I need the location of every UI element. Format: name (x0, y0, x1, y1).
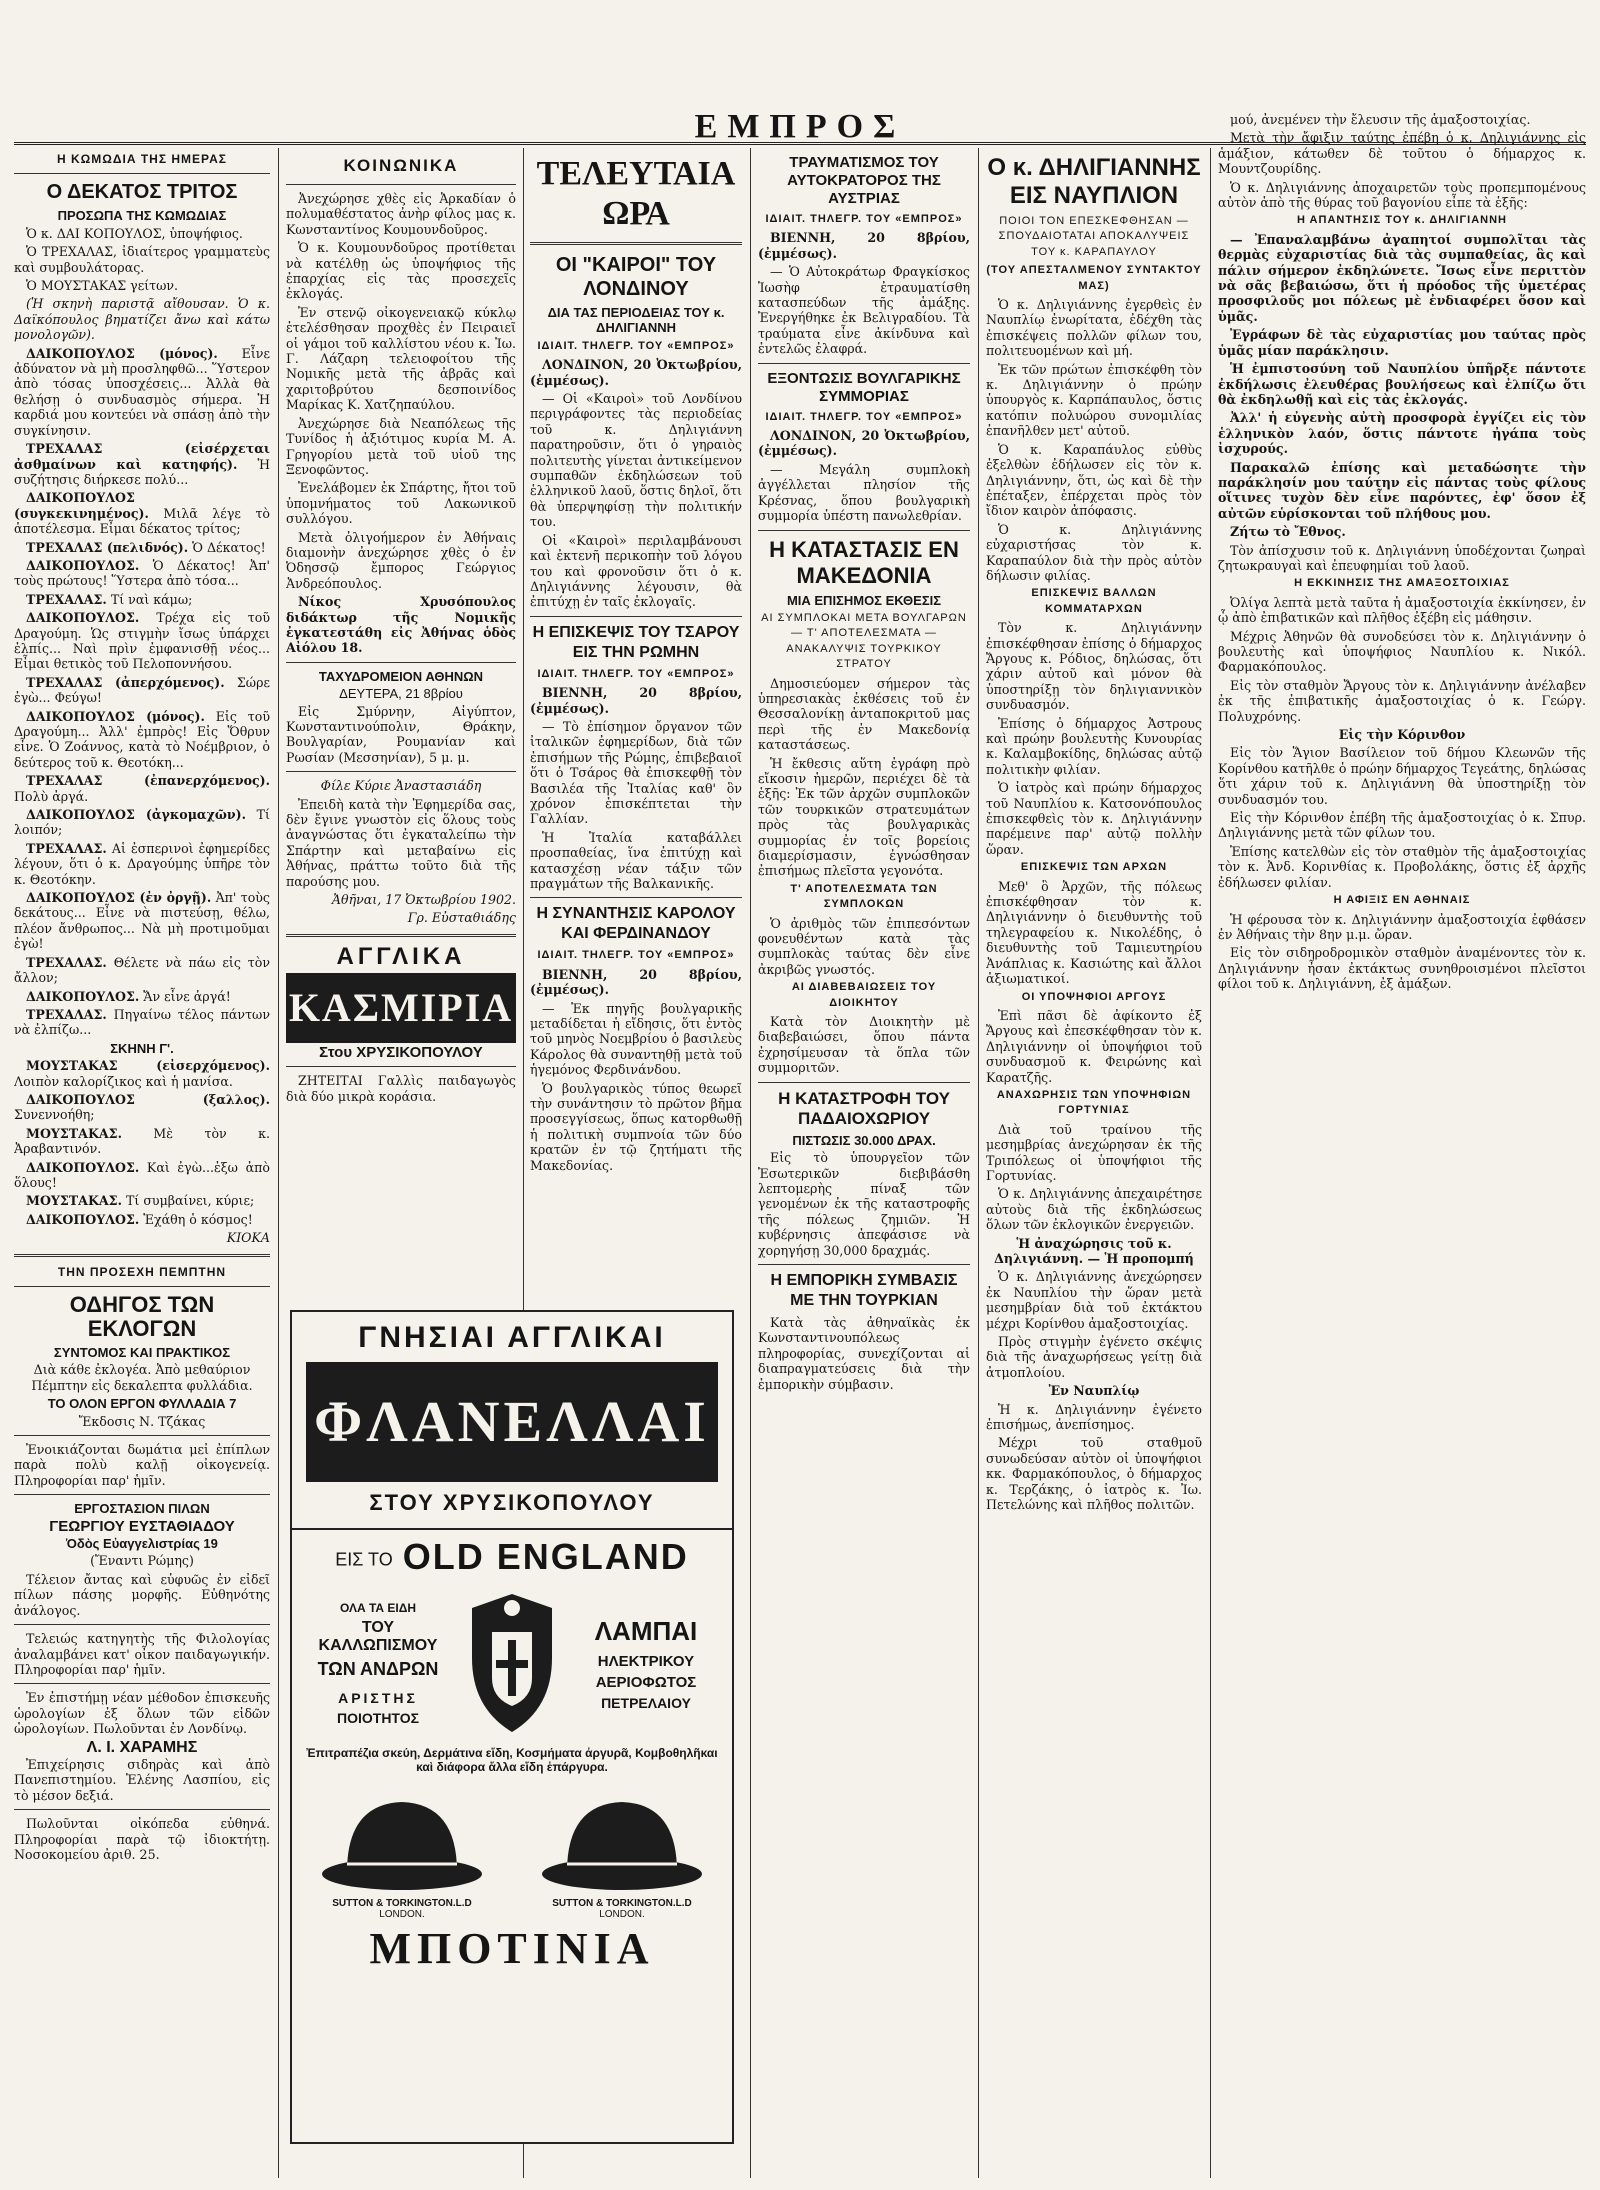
governor-subhead: ΑΙ ΔΙΑΒΕΒΑΙΩΣΕΙΣ ΤΟΥ ΔΙΟΙΚΗΤΟΥ (791, 981, 937, 1009)
social-para: Νίκος Χρυσόπουλος διδάκτωρ τῆς Νομικῆς ἐγκατεστάθη εἰς Ἀθήνας ὁδὸς Αἰόλου 18. (286, 594, 516, 656)
article-para: Ὁ κ. Δηλιγιάννης ἀνεχώρησεν ἐκ Ναυπλίου τὴν ὥραν μετὰ μεσημβρίαν διὰ τοῦ ἐκτάκτου μέχρι Κορίνθου ἀμαξοστοιχίας. (986, 1269, 1202, 1331)
article-para: Ὁ κ. Καραπάυλος εὐθὺς ἐξελθὼν ἐδήλωσεν εἰς τὸν κ. Δηλιγιάννην, ὅτι, ὡς καὶ δὲ τὴν ἐπέταξεν, ἐπέρχεται πρὸς τὸν ἴδιον καιρὸν ἀπόφασις. (986, 441, 1202, 519)
subhead: Ἡ ἀναχώρησις τοῦ κ. Δηλιγιάννη. — Ἡ προπομπή (994, 1235, 1194, 1266)
dialogue-line: ΔΑΙΚΟΠΟΥΛΟΣ. Ὁ Δέκατος! Ἀπ' τοὺς πρώτους! Ὕστερα ἀπὸ τόσα... (14, 557, 270, 589)
subhead: Η ΕΚΚΙΝΗΣΙΣ ΤΗΣ ΑΜΑΞΟΣΤΟΙΧΙΑΣ (1294, 577, 1510, 590)
article-para: Ὁ ἰατρὸς καὶ πρώην δήμαρχος τοῦ Ναυπλίου κ. Κατσονόπουλος ἐπισκεφθεὶς τὸν κ. Δηλιγιάννην παρέμεινε παρ' αὐτῷ πολλὴν ὥραν. (986, 780, 1202, 857)
dialogue-line: ΔΑΙΚΟΠΟΥΛΟΣ. Τρέχα εἰς τοῦ Δραγούμη. Ὡς στιγμὴν ἴσως ὑπάρχει ἐλπίς... Ναὶ πρὶν ἐμφανισθῇ νέος... Εἶμαι θετικὸς τοῦ Πελοποννήσου. (14, 610, 270, 672)
dialogue-line: ΤΡΕΧΑΛΑΣ. Θέλετε νὰ πάω εἰς τὸν ἄλλον; (14, 954, 270, 986)
dialogue-line: ΔΑΙΚΟΠΟΥΛΟΣ. Ἄν εἶνε ἀργά! (26, 988, 231, 1004)
article-para: Ὁ κ. Δηλιγιάννης ἀποχαιρετῶν τοὺς προπεμπομένους αὐτὸν ἀπὸ τῆς θύρας τοῦ βαγονίου εἶπε τὰ ἑξῆς: (1218, 179, 1586, 211)
ad-store: ΕΙΣ ΤΟ OLD ENGLAND (335, 1536, 689, 1577)
dialogue-line: ΜΟΥΣΤΑΚΑΣ (εἰσερχόμενος). Λοιπὸν καλορίζικος καὶ ἡ μανίσα. (14, 1058, 270, 1089)
times-subheadline: ΔΙΑ ΤΑΣ ΠΕΡΙΟΔΕΙΑΣ ΤΟΥ κ. ΔΗΛΙΓΙΑΝΝΗ (547, 305, 725, 336)
dialogue-line: ΤΡΕΧΑΛΑΣ. Πηγαίνω τέλος πάντων νὰ ἐλπίζω... (14, 1006, 270, 1038)
ad-boots: ΜΠΟΤΙΝΙΑ (369, 1924, 655, 1974)
times-headline: ΟΙ "ΚΑΙΡΟΙ" ΤΟΥ ΛΟΝΔΙΝΟΥ (555, 254, 717, 300)
subhead: ΟΙ ΥΠΟΨΗΦΙΟΙ ΑΡΓΟΥΣ (1021, 990, 1167, 1003)
article-para: Κατὰ τὸν Διοικητὴν μὲ διαβεβαιώσει, ὅπου πάντα ἐχρησίμευσαν τὰ ὅπλα τῶν συμμοριτῶν. (758, 1014, 970, 1076)
scene-heading: ΣΚΗΝΗ Γ'. (110, 1040, 174, 1056)
guide-publisher: Ἔκδοσις Ν. Τζάκας (78, 1413, 206, 1429)
column-last-hour (530, 150, 742, 1305)
post-office-title: ΤΑΧΥΔΡΟΜΕΙΟΝ ΑΘΗΝΩΝ (318, 668, 484, 684)
dialogue-line: ΜΟΥΣΤΑΚΑΣ. Τί συμβαίνει, κύριε; (26, 1193, 255, 1209)
shop-name: ΓΕΩΡΓΙΟΥ ΕΥΣΤΑΘΙΑΔΟΥ (49, 1517, 235, 1535)
article-para: Εἰς τὴν Κόρινθον ἐπέβη τῆς ἁμαξοστοιχίας ὁ κ. Σπυρ. Δηλιγιάννης μετὰ τῶν φίλων του. (1218, 810, 1586, 841)
article-para: Ἡ κ. Δηλιγιάννην ἐγένετο ἐπισήμως, ἀνεπίσημος. (986, 1401, 1202, 1433)
article-para: Μεθ' ὃ Ἀρχῶν, τῆς πόλεως ἐπισκέφθησαν τὸν κ. Δηλιγιάννην ὁ διευθυντὴς τοῦ τηλεγραφείου κ. Νικολέδης, ὁ διευθυντὴς τοῦ Ταμιευτηρίου Ἀνάπλιας κ. Κασιώτης καὶ ἄλλοι ἀξιωματικοί. (986, 878, 1202, 987)
section-label: Η ΚΩΜΩΔΙΑ ΤΗΣ ΗΜΕΡΑΣ (56, 152, 228, 166)
last-hour-title: ΤΕΛΕΥΤΑΙΑ ΩΡΑ (536, 155, 736, 232)
ad-right-panel: ΛΑΜΠΑΙ ΗΛΕΚΤΡΙΚΟΥ ΑΕΡΙΟΦΩΤΟΣ ΠΕΤΡΕΛΑΙΟΥ (594, 1615, 698, 1711)
social-title: ΚΟΙΝΩΝΙΚΑ (343, 156, 459, 175)
catastrophe-headline: Η ΚΑΤΑΣΤΡΟΦΗ ΤΟΥ ΠΑΔΑΙΟΧΩΡΙΟΥ (778, 1088, 950, 1128)
article-para: Παρακαλῶ ἐπίσης καὶ μεταδώσητε τὴν παράκλησίν μου ταύτην εἰς πάντας τοὺς φίλους οἵτινες τυχὸν δὲν εἶνε παρόντες, ἐφ' ὅσον ἐξ αὐτῶν εὑρίσκονται τοῦ πλήθους μου. (1218, 459, 1586, 521)
catastrophe-sub: ΠΙΣΤΩΣΙΣ 30.000 ΔΡΑΧ. (792, 1132, 936, 1148)
dialogue-line: ΔΑΙΚΟΠΟΥΛΟΣ. Ἐχάθη ὁ κόσμος! (26, 1211, 253, 1227)
dialogue-line: ΔΑΙΚΟΠΟΥΛΟΣ (μόνος). Εἰς τοῦ Δραγούμη... Ἀλλ' ἐμπρὸς! Εἰς Ὅθρυν εἶνε. Ὁ Ζοάννος, κατὰ τὸ Νοέμβριον, ὁ δεύτερος τοῦ κ. Θεοτόκη... (14, 708, 270, 770)
article-para: Εἰς τὸν Ἅγιον Βασίλειον τοῦ δήμου Κλεωνῶν τῆς Κορίνθου κατῆλθε ὁ πρώην δήμαρχος Τεγεάτης, δηλώσας ὅτι χάριν τοῦ κ. Δηλιγιάννη θὰ ὑποστηρίξῃ τὸν συνδυασμόν του. (1218, 745, 1586, 807)
dialogue-line: ΔΑΙΚΟΠΟΥΛΟΣ (συγκεκινημένος). Μιλᾶ λέγε τὸ ἀποτέλεσμα. Εἶμαι δέκατος τρίτος; (14, 490, 270, 537)
mail-text: Εἰς Σμύρνην, Αἰγύπτον, Κωνσταντινούπολιν, Θράκην, Βουλγαρίαν, Ρουμανίαν καὶ Ρωσίαν (Μεσσηνίαν), 5 μ. μ. (286, 703, 516, 765)
social-para: Ἐν στενῷ οἰκογενειακῷ κύκλῳ ἐτελέσθησαν προχθὲς ἐν Πειραιεῖ οἱ γάμοι τοῦ καλλίστου νέου κ. Ἰω. Γ. Λάζαρη τελειοφοίτου τῆς Νομικῆς μετὰ τῆς ἀβρᾶς καὶ χαριτοβρύτου δεσποινίδος Μαρίκας Κ. Χατζηπαύλου. (286, 304, 516, 413)
ad-goods-line: Ἐπιτραπέζια σκεύη, Δερμάτινα εἴδη, Κοσμήματα ἀργυρᾶ, Κομβοθηλῆκαι καὶ διάφορα ἄλλα εἴδη ἐπάργυρα. (306, 1746, 718, 1775)
shop-address-note: (Ἔναντι Ρώμης) (90, 1553, 194, 1569)
ad-head: ΓΝΗΣΙΑΙ ΑΓΓΛΙΚΑΙ (358, 1321, 666, 1354)
article-para: Ἀλλ' ἡ εὐγενὴς αὐτὴ προσφορὰ ἐγγίζει εἰς τὸν ἑλληνικὸν λαόν, ὅστις πάντοτε ἠγάπα τοὺς ἰσχυρούς. (1218, 410, 1586, 457)
letter-salutation: Φίλε Κύριε Ἀναστασιάδη (320, 778, 482, 794)
article-para: Ἐγράφων δὲ τὰς εὐχαριστίας μου ταύτας πρὸς ὑμᾶς μίαν παράκλησιν. (1218, 327, 1586, 358)
dialogue-line: ΤΡΕΧΑΛΑΣ (ἐπανερχόμενος). Πολὺ ἀργά. (14, 773, 270, 804)
cashmere-ad-banner: ΚΑΣΜΙΡΙΑ (286, 973, 516, 1043)
letter-body: Ἐπειδὴ κατὰ τὴν Ἐφημερίδα σας, δὲν ἔγινε γνωστὸν εἰς ὅλους τοὺς ἀναγνώστας ὅτι ἐγκαταλείπω τὴν Σπάρτην καὶ μεταβαίνω εἰς Ἀθήνας, πράττω τοῦτο διὰ τῆς παρούσης μου. (286, 796, 516, 889)
telegram-line: ΙΔΙΑΙΤ. ΤΗΛΕΓΡ. ΤΟΥ «ΕΜΠΡΟΣ» (537, 339, 735, 352)
nafplio-sub: ΠΟΙΟΙ ΤΟΝ ΕΠΕΣΚΕΦΘΗΣΑΝ — ΣΠΟΥΔΑΙΟΤΑΤΑΙ ΑΠΟΚΑΛΥΨΕΙΣ ΤΟΥ κ. ΚΑΡΑΠΑΥΛΟΥ (998, 215, 1190, 258)
article-para: Εἰς τὸν σταθμὸν Ἄργους τὸν κ. Δηλιγιάννην ἀνέλαβεν ἐκ τῆς ἐπιβατικῆς ἀμαξοστοιχίας ὁ κ. Γεώργ. Πολυχρόνης. (1218, 677, 1586, 724)
article-para: — Ἐπαναλαμβάνω ἀγαπητοί συμπολῖται τὰς θερμὰς εὐχαριστίας διὰ τὰς συμπαθείας, ἃς καὶ πάλιν σήμερον ἐκδηλώνετε. Ἴσως εἶνε περιττὸν νὰ σᾶς βεβαιώσω, ὅτι ἡ πρόοδος τῆς ὑμετέρας προσφιλοῦς μοι πόλεως μὲ ἐνδιαφέρει ὅσον καὶ ὑμᾶς. (1218, 231, 1586, 324)
dialogue-line: ΤΡΕΧΑΛΑΣ. Τί ναὶ κάμω; (26, 591, 193, 607)
dateline: ΒΙΕΝΝΗ, 20 8βρίου, (ἐμμέσως). (530, 966, 742, 998)
social-para: Ὁ κ. Κουμουνδοῦρος προτίθεται νὰ κατέλθῃ ὡς ὑποψήφιος τῆς ἐπαρχίας εἰς τὰς προσεχεῖς ἐκλογάς. (286, 240, 516, 302)
dialogue-line: ΤΡΕΧΑΛΑΣ (πελιδνός). Ὁ Δέκατος! (26, 539, 266, 555)
social-para: Μετὰ ὀλιγοήμερον ἐν Ἀθήναις διαμονὴν ἀνεχώρησε χθὲς ὁ ἐν Ὀδησσῷ ἔμπορος Γεώργιος Ἀνδρεόπουλος. (286, 529, 516, 591)
macedonia-sub: ΜΙΑ ΕΠΙΣΗΜΟΣ ΕΚΘΕΣΙΣ (786, 592, 942, 608)
letter-signer: Γρ. Εὐσταθιάδης (407, 910, 516, 926)
article-para: Ἡ Ἰταλία καταβάλλει προσπαθείας, ἵνα ἐπιτύχῃ καὶ κατασχέσῃ νέαν τάξιν τῶν πραγμάτων τῆς Βαλκανικῆς. (530, 829, 742, 891)
column-separator (750, 148, 751, 2178)
article-para: μού, ἀνεμένεν τὴν ἔλευσιν τῆς ἁμαξοστοιχίας. (1230, 112, 1531, 127)
dialogue-line: ΔΑΙΚΟΠΟΥΛΟΣ. Καὶ ἐγὼ...ἐξω ἀπὸ ὅλους! (14, 1159, 270, 1190)
article-para: Μέχρις Ἀθηνῶν θὰ συνοδεύσει τὸν κ. Δηλιγιάννην ὁ βουλευτὴς καὶ ὑποψήφιος Ναυπλίου κ. Νικόλ. Φαρμακόπουλος. (1218, 628, 1586, 675)
hat-left: SUTTON & TORKINGTON.L.D LONDON. (317, 1784, 487, 1920)
dateline: ΛΟΝΔΙΝΟΝ, 20 Ὀκτωβρίου, (ἐμμέσως). (530, 357, 742, 388)
tsar-headline: Η ΕΠΙΣΚΕΨΙΣ ΤΟΥ ΤΣΑΡΟΥ ΕΙΣ ΤΗΝ ΡΩΜΗΝ (532, 623, 740, 661)
article-para: Ἐκ τῶν πρώτων ἐπισκέφθη τὸν κ. Δηλιγιάννην ὁ πρώην ὑπουργὸς κ. Καρπάπαυλος, ὅστις κατόπιν πολυώρου συνομιλίας ἐπανῆλθεν μετ' αὐτοῦ. (986, 361, 1202, 439)
column-separator (278, 148, 279, 2178)
subhead: Εἰς τὴν Κόρινθον (1338, 727, 1466, 743)
notice-label: ΤΗΝ ΠΡΟΣΕΧΗ ΠΕΜΠΤΗΝ (57, 1264, 227, 1279)
column-news (758, 150, 970, 2170)
comedy-title: Ο ΔΕΚΑΤΟΣ ΤΡΙΤΟΣ (46, 181, 238, 204)
dialogue-line: ΔΑΙΚΟΠΟΥΛΟΣ (μόνος). Εἶνε ἀδύνατον νὰ μὴ προσληφθῶ... Ὕστερον ἀπὸ τόσας ὑποσχέσεις... Ἀλλὰ θὰ θελήσῃ ὁ συνδυασμὸς σήμερα. Ἡ καρδιά μου κοντεύει νὰ σπάσῃ ἀπὸ τὴν συγκίνησιν. (14, 345, 270, 438)
article-para: Κατὰ τὰς ἀθηναϊκὰς ἐκ Κωνσταντινουπόλεως πληροφορίας, συνεχίζονται αἱ διαπραγματεύσεις διὰ τὴν ἐμπορικὴν σύμβασιν. (758, 1314, 970, 1392)
article-para: Ὁ κ. Δηλιγιάννης ἀπεχαιρέτησε αὐτοὺς διὰ τῆς ἐκδηλώσεως ὅλων τῶν ἐκλογικῶν ἐνεργειῶν. (986, 1186, 1202, 1233)
dialogue-line: ΔΑΙΚΟΠΟΥΛΟΣ (ἐν ὀργῇ). Ἀπ' τοὺς δεκάτους... Εἶνε νὰ πιστεύσῃ, θέλω, πλέον ἄνθρωπος... Νὰ μὴ προτιμοῦμαι ἐγὼ! (14, 890, 270, 952)
ad-hats (292, 1784, 732, 1920)
subhead: Η ΑΠΑΝΤΗΣΙΣ ΤΟΥ κ. ΔΗΛΙΓΙΑΝΝΗ (1296, 214, 1508, 227)
social-para: Ἀνεχώρησε χθὲς εἰς Ἀρκαδίαν ὁ πολυμαθέστατος ἀνὴρ φίλος μας κ. Κωνσταντίνος Κουμουνδοῦρος. (286, 191, 516, 237)
dateline: ΒΙΕΝΝΗ, 20 8βρίου, (ἐμμέσως). (758, 230, 970, 261)
social-para: Ἐνελάβομεν ἐκ Σπάρτης, ἤτοι τοῦ ὑπομνήματος τοῦ Λακωνικοῦ συλλόγου. (286, 480, 516, 527)
trade-headline: Η ΕΜΠΟΡΙΚΗ ΣΥΜΒΑΣΙΣ ΜΕ ΤΗΝ ΤΟΥΡΚΙΑΝ (770, 1271, 958, 1309)
wanted-notice: ΖΗΤΕΙΤΑΙ Γαλλὶς παιδαγωγὸς διὰ δύο μικρὰ κοράσια. (286, 1073, 516, 1104)
cast-line: Ὁ κ. ΔΑΙ ΚΟΠΟΥΛΟΣ, ὑποψήφιος. (26, 225, 243, 241)
rooms-notice: Ἐνοικιάζονται δωμάτια μεἰ ἐπίπλων παρὰ πολὺ καλῇ οἰκογενείᾳ. Πληροφορίαι παρ' ἡμῖν. (14, 1442, 270, 1488)
article-para: Ἡ ἐμπιστοσύνη τοῦ Ναυπλίου ὑπῆρξε πάντοτε ἐκδήλωσις ἐλευθέρας βουλήσεως καὶ ἐλπίζω ὅτι θὰ ἐκδηλωθῇ καὶ εἰς τὰς ἐκλογάς. (1218, 361, 1586, 407)
article-para: — Μεγάλη συμπλοκὴ ἀγγέλλεται πλησίον τῆς Κρέσνας, ὅπου βουλγαρικὴ συμμορία ὑπέστη πανωλεθρίαν. (758, 461, 970, 524)
article-para: Ὀλίγα λεπτὰ μετὰ ταῦτα ἡ ἀμαξοστοιχία ἐκκίνησεν, ἐν ᾧ ἀπὸ ἐπιβατικῶν καὶ πλῆθος ἐξέβη εἰς μάθησιν. (1218, 594, 1586, 626)
nafplio-sub2: (ΤΟΥ ΑΠΕΣΤΑΛΜΕΝΟΥ ΣΥΝΤΑΚΤΟΥ ΜΑΣ) (986, 264, 1202, 292)
article-para: Εἰς τὸ ὑπουργεῖον τῶν Ἐσωτερικῶν διεβιβάσθη λεπτομερὴς πίναξ τῶν γενομένων ἐκ τῆς καταστροφῆς τῆς πόλεως ζημιῶν. Ἡ κυβέρνησις ἀπεφάσισε νὰ χορηγήσῃ 30,000 δραχμάς. (758, 1150, 970, 1258)
article-para: Εἰς τὸν σιδηροδρομικὸν σταθμὸν ἀναμένοντες τὸν κ. Δηλιγιάννην ἦσαν ἐκτάκτως συνηθροισμένοι πλεῖστοι φίλοι τοῦ κ. Δηλιγιάννη, ἐξ ἁμάξων. (1218, 945, 1586, 992)
article-para: Ἐπίσης ὁ δήμαρχος Ἀστρους καὶ πρώην βουλευτὴς Κυνουρίας κ. Καλαμβοκίδης, δηλώσας αὐτῷ πολιτικὴν φιλίαν. (986, 715, 1202, 777)
cashmere-ad-where: Στου ΧΡΥΣΙΚΟΠΟΥΛΟΥ (319, 1043, 483, 1061)
column-comedy (14, 150, 270, 2170)
cashmere-ad-head: ΑΓΓΛΙΚΑ (336, 942, 466, 970)
watch-text: Ἐπιχείρησις σιδηρὰς καὶ ἀπὸ Πανεπιστημίου. Ἑλένης Λασπίου, εἰς τὸ μέσον δεξιά. (14, 1756, 270, 1803)
dialogue-line: ΤΡΕΧΑΛΑΣ. Αἱ ἐσπερινοὶ ἐφημερίδες λέγουν, ὅτι ὁ κ. Δραγούμης ὑπῆρε τὸν κ. Θεοτόκην. (14, 840, 270, 887)
guide-title: ΟΔΗΓΟΣ ΤΩΝ ΕΚΛΟΓΩΝ (69, 1292, 215, 1341)
stage-direction: (Ἡ σκηνὴ παριστᾷ αἴθουσαν. Ὁ κ. Δαϊκόπουλος βηματίζει ἄνω καὶ κάτω μονολογῶν). (14, 296, 270, 343)
dateline: ΒΙΕΝΝΗ, 20 8βρίου, (ἐμμέσως). (530, 685, 742, 716)
guide-line: ΤΟ ΟΛΟΝ ΕΡΓΟΝ ΦΥΛΛΑΔΙΑ 7 (47, 1396, 237, 1412)
macedonia-headline: Η ΚΑΤΑΣΤΑΣΙΣ ΕΝ ΜΑΚΕΔΟΝΙΑ (769, 536, 959, 588)
article-para: Ἐπίσης κατελθὼν εἰς τὸν σταθμὸν τῆς ἁμαξοστοιχίας τὸν κ. Ἀνδ. Κορινθίας κ. Προβολάκης, ὅστις ἐξ ἀρχῆς ἐδήλωσεν φιλίαν. (1218, 843, 1586, 890)
article-para: Οἱ «Καιροὶ» περιλαμβάνουσι καὶ ἐκτενῆ περικοπὴν τοῦ λόγου του καὶ φρονοῦσιν ὅτι ὁ κ. Δηλιγιάννης λέγουσιν, θὰ ἐπιτύχῃ ἐν ταῖς ἐκλογαῖς. (530, 532, 742, 610)
article-para: Ζήτω τὸ Ἔθνος. (1230, 524, 1346, 540)
results-subhead: Τ' ΑΠΟΤΕΛΕΣΜΑΤΑ ΤΩΝ ΣΥΜΠΛΟΚΩΝ (790, 882, 938, 911)
article-para: — Οἱ «Καιροὶ» τοῦ Λονδίνου περιγράφοντες τὰς περιοδείας τοῦ κ. Δηλιγιάννη παρατηροῦσιν, ὅτι ὁ γηραιὸς πολιτευτὴς γίνεται ἀντικείμενον συμπαθῶν ἐκδηλώσεων τοῦ ἑλληνικοῦ λαοῦ, ὅστις δηλοῖ, ὅτι θὰ ὑπερψηφίσῃ τὴν πολιτικήν του. (530, 391, 742, 530)
telegram-line: ΙΔΙΑΙΤ. ΤΗΛΕΓΡ. ΤΟΥ «ΕΜΠΡΟΣ» (765, 213, 963, 225)
article-para: Ὁ κ. Δηλιγιάννης ἐγερθεὶς ἐν Ναυπλίῳ ἐνωρίτατα, ἐδέχθη τὰς ἐπισκέψεις πολλῶν φίλων του, πολιτευομένων καὶ μή. (986, 297, 1202, 359)
shop-text: Τέλειον ἄντας καὶ εὐφυῶς ἐν εἰδεῖ πίλων πάσης μορφῆς. Εὐθηνότης ἀνάλογος. (14, 1571, 270, 1618)
telegram-line: ΙΔΙΑΙΤ. ΤΗΛΕΓΡ. ΤΟΥ «ΕΜΠΡΟΣ» (537, 949, 735, 962)
article-para: — Ὁ Αὐτοκράτωρ Φραγκίσκος Ἰωσὴφ ἐτραυματίσθη κατασπεύδων τῆς ἁμάξης. Ἐνεργήθηκε ἐκ Βελιγραδίου. Τὰ τραύματα εἶνε ἀκίνδυνα καὶ ἐντελῶς ἐλαφρά. (758, 264, 970, 357)
dialogue-line: ΔΑΙΚΟΠΟΥΛΟΣ (ξαλλος). Συνεννοήθη; (14, 1091, 270, 1123)
ad-flannel-banner: ΦΛΑΝΕΛΛΑΙ (306, 1362, 718, 1482)
signature: ΚΙΟΚΑ (226, 1230, 270, 1246)
column-nafplio (986, 150, 1202, 2170)
article-para: Τὸν ἀπίσχυσιν τοῦ κ. Δηλιγιάννη ὑποδέχονται ζωηραὶ ζητωκραυγαὶ καὶ ἐπευφημίαι τοῦ λαοῦ. (1218, 542, 1586, 573)
guide-text: Διὰ κάθε ἐκλογέα. Ἀπὸ μεθαύριον Πέμπτην εἰς δεκαλεπτα φυλλάδια. (31, 1362, 253, 1393)
article-para: Ὁ ἀριθμὸς τῶν ἐπιπεσόντων φονευθέντων κατὰ τὰς συμπλοκὰς ταύτας δὲν εἶνε ἀκριβῶς γνωστός. (758, 915, 970, 977)
article-para: Ἡ ἔκθεσις αὕτη ἐγράφη πρὸ εἴκοσιν ἡμερῶν, περιέχει δὲ τὰ ἑξῆς: Ἐκ τῶν ἀρχῶν συμπλοκῶν τῶν τουρκικῶν στρατευμάτων πρὸς τὰς βουλγαρικὰς συμμορίας ἐν τοῖς βορείοις διαμερίσμασιν, ἐγνώσθησαν ἐπισήμως πλεῖστα γεγονότα. (758, 755, 970, 879)
subhead: ΕΠΙΣΚΕΨΙΣ ΒΑΛΛΩΝ ΚΟΜΜΑΤΑΡΧΩΝ (1031, 587, 1157, 615)
dateline: ΛΟΝΔΙΝΟΝ, 20 Ὀκτωβρίου, (ἐμμέσως). (758, 428, 970, 459)
bulgarian-band-headline: ΕΞΟΝΤΩΣΙΣ ΒΟΥΛΓΑΡΙΚΗΣ ΣΥΜΜΟΡΙΑΣ (767, 369, 961, 405)
masthead: ΕΜΠΡΟΣ (694, 108, 906, 145)
dialogue-line: ΤΡΕΧΑΛΑΣ (ἀπερχόμενος). Σώρε ἐγὼ... Φεύγω! (14, 674, 270, 706)
column-separator (978, 148, 979, 2178)
watch-notice: Ἐν ἐπιστήμῃ νέαν μέθοδον ἐπισκευῆς ὡρολογίων ἐξ ὅλων τῶν εἰδῶν ὡρολογίων. Πωλοῦνται ἐν Λονδίνῳ. (14, 1690, 270, 1737)
crest-icon (452, 1588, 572, 1738)
guide-subtitle: ΣΥΝΤΟΜΟΣ ΚΑΙ ΠΡΑΚΤΙΚΟΣ (53, 1345, 231, 1360)
article-para: Μετὰ τὴν ἄφιξιν ταύτης ἐπέβη ὁ κ. Δηλιγιάννης εἰς ἁμάξιον, κάτωθεν δὲ τοῦτου ὁ δήμαρχος κ. Μουντζουρίδης. (1218, 130, 1586, 177)
article-para: Πρὸς στιγμὴν ἐγένετο σκέψις διὰ τῆς ἀναχωρήσεως γείτῃ διὰ ἀτμοπλοίου. (986, 1334, 1202, 1380)
column-continued (1218, 112, 1586, 2172)
dialogue-line: ΤΡΕΧΑΛΑΣ (εἰσέρχεται ἀσθμαίνων καὶ κατηφής). Ἡ συζήτησις διήρκεσε πολύ... (14, 441, 270, 487)
subhead: ΕΠΙΣΚΕΨΙΣ ΤΩΝ ΑΡΧΩΝ (1020, 861, 1168, 874)
watch-name: Λ. Ι. ΧΑΡΑΜΗΣ (86, 1738, 198, 1756)
ad-where: ΣΤΟΥ ΧΡΥΣΙΚΟΠΟΥΛΟΥ (369, 1490, 655, 1515)
cast-heading: ΠΡΟΣΩΠΑ ΤΗΣ ΚΩΜΩΔΙΑΣ (57, 208, 227, 224)
article-para: — Ἐκ πηγῆς βουλγαρικῆς μεταδίδεται ἡ εἴδησις, ὅτι ἐντὸς τοῦ μηνὸς Νοεμβρίου ὁ βασιλεὺς Κάρολος θὰ συναντηθῇ μετὰ τοῦ ἡγεμόνος Φερδινάνδου. (530, 1000, 742, 1078)
letter-date: Ἀθῆναι, 17 Ὀκτωβρίου 1902. (331, 892, 516, 908)
article-para: Τὸν κ. Δηλιγιάννην ἐπισκέφθησαν ἐπίσης ὁ δήμαρχος Ἄργους κ. Ρόδιος, δηλώσας, ὅτι χάριν αὐτοῦ καὶ μόνον θὰ ὑποστηρίξῃ τὸν δηλιγιαννικὸν συνδυασμόν. (986, 620, 1202, 713)
old-england-ad (290, 1310, 734, 2144)
shop-address: Ὁδὸς Εὐαγγελιστρίας 19 (66, 1536, 218, 1552)
column-social (286, 150, 516, 1305)
meeting-headline: Η ΣΥΝΑΝΤΗΣΙΣ ΚΑΡΟΛΟΥ ΚΑΙ ΦΕΡΔΙΝΑΝΔΟΥ (536, 905, 736, 943)
teacher-notice: Τελειώς κατηγητὴς τῆς Φιλολογίας ἀναλαμβάνει κατ' οἶκον παιδαγωγικήν. Πληροφορίαι παρ' ἡμῖν. (14, 1631, 270, 1677)
sale-notice: Πωλοῦνται οἰκόπεδα εὐθηνά. Πληροφορίαι παρὰ τῷ ἰδιοκτήτῃ. Νοσοκομείου ἀριθ. 25. (14, 1816, 270, 1862)
subhead: ΑΝΑΧΩΡΗΣΙΣ ΤΩΝ ΥΠΟΨΗΦΙΩΝ ΓΟΡΤΥΝΙΑΣ (996, 1088, 1192, 1117)
hat-right: SUTTON & TORKINGTON.L.D LONDON. (537, 1784, 707, 1920)
nafplio-headline: Ο κ. ΔΗΛΙΓΙΑΝΝΗΣ ΕΙΣ ΝΑΥΠΛΙΟΝ (987, 154, 1201, 209)
emperor-headline: ΤΡΑΥΜΑΤΙΣΜΟΣ ΤΟΥ ΑΥΤΟΚΡΑΤΟΡΟΣ ΤΗΣ ΑΥΣΤΡΙΑΣ (787, 154, 941, 207)
post-office-date: ΔΕΥΤΕΡΑ, 21 8βρίου (339, 686, 463, 702)
subhead: Η ΑΦΙΞΙΣ ΕΝ ΑΘΗΝΑΙΣ (1333, 894, 1471, 907)
social-para: Ἀνεχώρησε διὰ Νεαπόλεως τῆς Τυνίδος ἡ ἀξιότιμος κυρία Μ. Α. Γρηγορίου μετὰ τοῦ υἱοῦ της Ξενοφῶντος. (286, 415, 516, 477)
article-para: Ἡ φέρουσα τὸν κ. Δηλιγιάννην ἀμαξοστοιχία ἐφθάσεν ἐν Ἀθήναις τὴν 8ην μ.μ. ὥραν. (1218, 911, 1586, 942)
article-para: Ὁ κ. Δηλιγιάννης εὐχαριστήσας τὸν κ. Καραπαύλον διὰ τὴν πρὸς αὐτὸν δήλωσιν φιλίας. (986, 521, 1202, 583)
article-para: — Τὸ ἐπίσημον ὄργανον τῶν ἰταλικῶν ἐφημερίδων, διὰ τῶν ἐπισήμων τῆς Ρώμης, ἐπιβεβαιοῖ ὅτι ὁ Τσάρος θὰ ἐπισκεφθῇ τὸν Βασιλέα τῆς Ἰταλίας καθ' ὃν χρόνον ἐπισκέπτεται τὴν Γαλλίαν. (530, 718, 742, 827)
article-para: Ἐπὶ πᾶσι δὲ ἀφίκοντο ἐξ Ἄργους καὶ ἐπεσκέφθησαν τὸν κ. Δηλιγιάννην οἱ ὑποψήφιοι τοῦ συνδυασμοῦ κ. Φειρώνης καὶ Καρατζῆς. (986, 1007, 1202, 1085)
subhead: Ἐν Ναυπλίῳ (1048, 1383, 1140, 1399)
dialogue-line: ΔΑΙΚΟΠΟΥΛΟΣ (ἀγκομαχῶν). Τί λοιπόν; (14, 807, 270, 838)
article-para: Μέχρι τοῦ σταθμοῦ συνωδεύσαν αὐτὸν οἱ ὑποψήφιοι κκ. Φαρμακόπουλος, ὁ δήμαρχος κ. Τερζάκης, ὁ ἰατρὸς κ. Ἰω. Πετελώνης καὶ πλῆθος πολιτῶν. (986, 1435, 1202, 1513)
column-separator (1210, 148, 1211, 2178)
shop-title: ΕΡΓΟΣΤΑΣΙΟΝ ΠΙΛΩΝ (74, 1501, 210, 1517)
bowler-hat-icon (537, 1784, 707, 1894)
telegram-line: ΙΔΙΑΙΤ. ΤΗΛΕΓΡ. ΤΟΥ «ΕΜΠΡΟΣ» (765, 410, 963, 423)
macedonia-sub2: ΑΙ ΣΥΜΠΛΟΚΑΙ ΜΕΤΑ ΒΟΥΛΓΑΡΩΝ — Τ' ΑΠΟΤΕΛΕΣΜΑΤΑ — ΑΝΑΚΑΛΥΨΙΣ ΤΟΥΡΚΙΚΟΥ ΣΤΡΑΤΟΥ (761, 611, 967, 671)
article-para: Δημοσιεύομεν σήμερον τὰς ὑπηρεσιακὰς ἐκθέσεις τοῦ ἐν Θεσσαλονίκῃ ἀνταποκριτοῦ μας περὶ τῆς ἐν Μακεδονίᾳ καταστάσεως. (758, 675, 970, 753)
article-para: Διὰ τοῦ τραίνου τῆς μεσημβρίας ἀνεχώρησαν ἐκ τῆς Τριπόλεως οἱ ὑποψήφιοι τῆς Γορτυνίας. (986, 1121, 1202, 1183)
cast-line: Ὁ ΤΡΕΧΑΛΑΣ, ἰδιαίτερος γραμματεὺς καὶ συμβουλάτορας. (14, 244, 270, 275)
ad-left-panel: ΟΛΑ ΤΑ ΕΙΔΗ ΤΟΥ ΚΑΛΛΩΠΙΣΜΟΥ ΤΩΝ ΑΝΔΡΩΝ ΑΡΙΣΤΗΣ ΠΟΙΟΤΗΤΟΣ (317, 1600, 439, 1726)
bowler-hat-icon (317, 1784, 487, 1894)
telegram-line: ΙΔΙΑΙΤ. ΤΗΛΕΓΡ. ΤΟΥ «ΕΜΠΡΟΣ» (537, 667, 735, 680)
dialogue-line: ΜΟΥΣΤΑΚΑΣ. Μὲ τὸν κ. Ἀραβαντινόν. (14, 1125, 270, 1157)
cast-line: Ὁ ΜΟΥΣΤΑΚΑΣ γείτων. (26, 278, 179, 294)
article-para: Ὁ βουλγαρικὸς τύπος θεωρεῖ τὴν συνάντησιν τὸ πρῶτον βῆμα προσεγγίσεως, ὅπως κατορθωθῇ ἡ πολιτικὴ συμπνοία τῶν δύο κρατῶν ἐν τῷ ζητήματι τῆς Μακεδονίας. (530, 1080, 742, 1173)
